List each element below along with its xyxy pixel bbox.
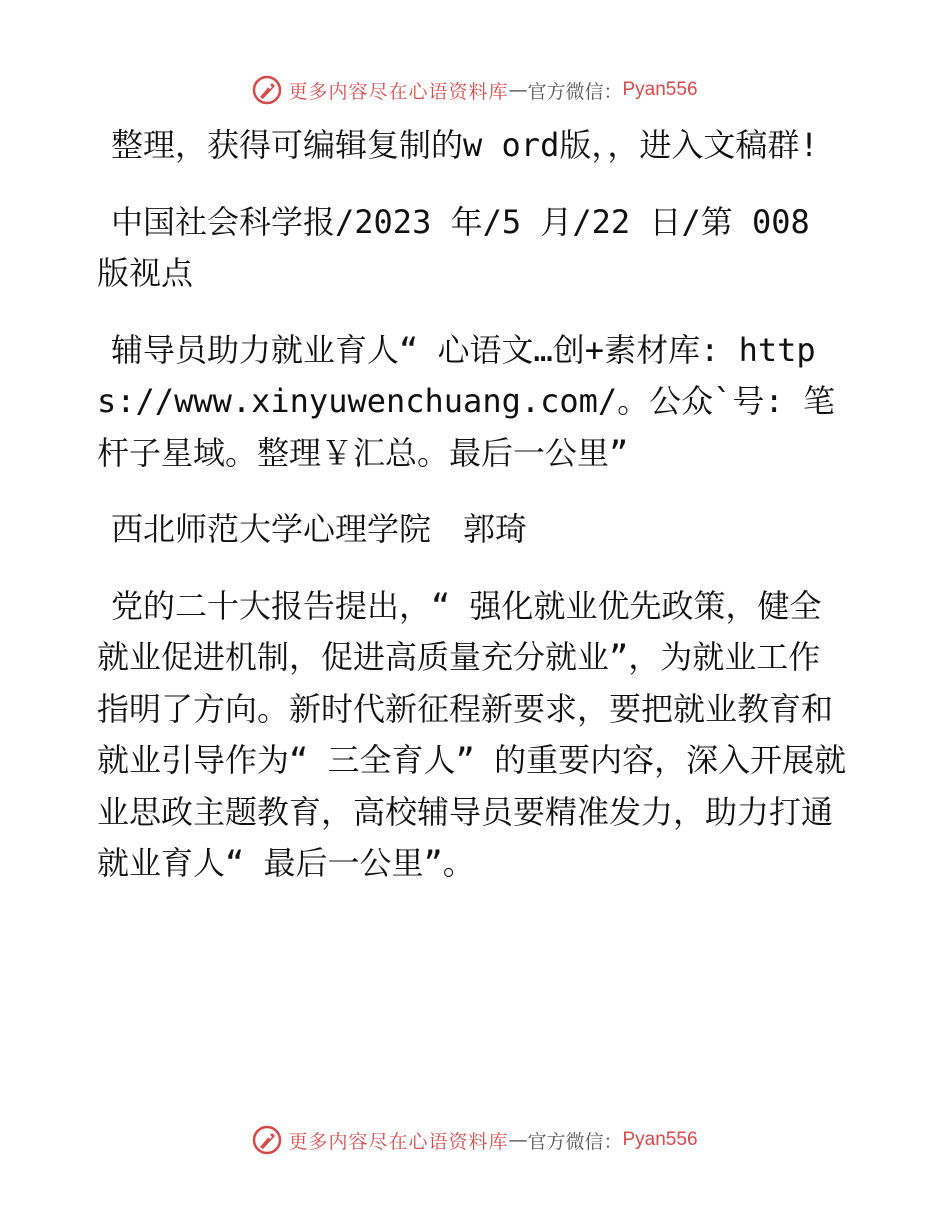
banner-text: 更多内容尽在心语资料库: [288, 1130, 509, 1153]
pen-nib-logo-icon: [252, 75, 282, 105]
article-title: 辅导员助力就业育人“ 心语文…创+素材库: https://www.xinyuwenchuang.com/。公众`号: 笔杆子星域。整理￥汇总。最后一公里”: [97, 330, 835, 472]
source-line: 中国社会科学报/2023 年/5 月/22 日/第 008 版视点: [97, 202, 810, 292]
banner-text: 更多内容尽在心语资料库: [288, 80, 509, 103]
author-line: 西北师范大学心理学院 郭琦: [111, 510, 528, 548]
intro-paragraph: 整理，获得可编辑复制的w ord版，，进入文稿群!: [111, 126, 819, 164]
banner-separator: —: [508, 79, 528, 101]
document-body: [97, 120, 852, 915]
body-paragraph: 党的二十大报告提出，“ 强化就业优先政策，健全就业促进机制，促进高质量充分就业”，为就业工作指明了方向。新时代新征程新要求，要把就业教育和就业引导作为“ 三全育人” 的重要内容，深入开展就业思政主题教育，高校辅导员要精准发力，助力打通就业育人“ 最后一公里”。: [97, 586, 847, 882]
banner-wechat-id: Pyan556: [622, 1129, 698, 1150]
banner-separator: —: [508, 1129, 528, 1151]
banner-wechat-label: 官方微信：: [527, 1130, 623, 1153]
banner-wechat-label: 官方微信：: [527, 80, 623, 103]
header-banner: [0, 70, 950, 110]
pen-nib-logo-icon: [252, 1125, 282, 1155]
footer-banner: [0, 1120, 950, 1160]
banner-wechat-id: Pyan556: [622, 79, 698, 100]
